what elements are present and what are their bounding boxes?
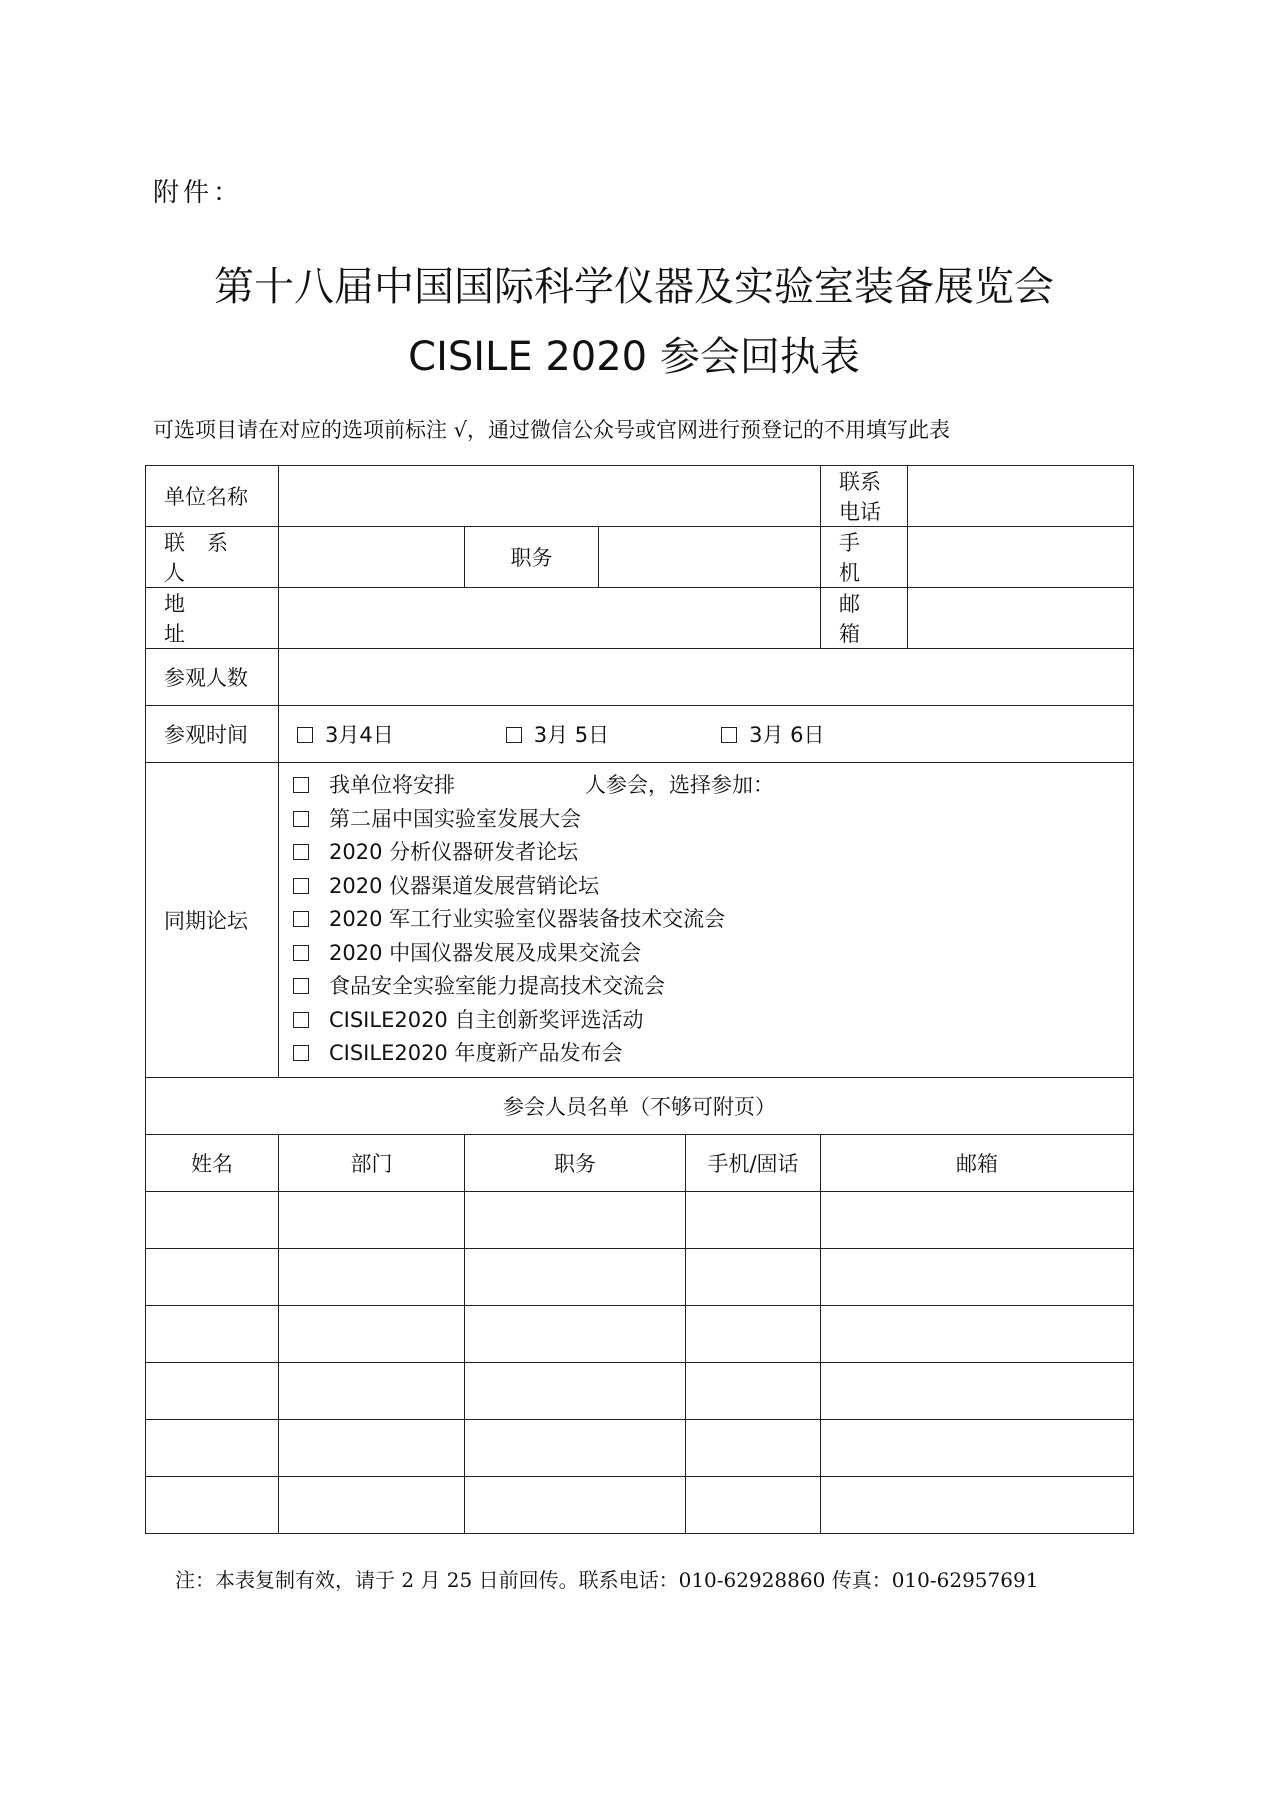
table-cell[interactable] (279, 1305, 465, 1362)
forum-option-label: 2020 分析仪器研发者论坛 (329, 840, 579, 864)
forum-option-label: 2020 军工行业实验室仪器装备技术交流会 (329, 907, 726, 931)
address-field[interactable] (279, 588, 821, 649)
instruction-text: 可选项目请在对应的选项前标注 √，通过微信公众号或官网进行预登记的不用填写此表 (153, 418, 951, 442)
forum-option[interactable] (293, 937, 1119, 971)
forum-label: 同期论坛 (146, 763, 279, 1078)
table-cell[interactable] (686, 1419, 821, 1476)
checkbox-icon[interactable] (293, 777, 309, 793)
table-cell[interactable] (465, 1362, 686, 1419)
page-subtitle: CISILE 2020 参会回执表 (408, 334, 860, 380)
visitors-field[interactable] (279, 649, 1134, 706)
table-row (146, 1362, 1134, 1419)
table-cell[interactable] (279, 1419, 465, 1476)
mobile-field[interactable] (908, 527, 1134, 588)
table-cell[interactable] (686, 1191, 821, 1248)
checkbox-icon[interactable] (293, 844, 309, 860)
position-field[interactable] (599, 527, 821, 588)
forum-suffix: 人参会，选择参加： (585, 773, 774, 797)
table-cell[interactable] (821, 1191, 1134, 1248)
table-cell[interactable] (279, 1191, 465, 1248)
forum-option[interactable] (293, 870, 1119, 904)
form-row-address (146, 588, 1134, 649)
table-row (146, 1191, 1134, 1248)
checkbox-icon[interactable] (293, 1012, 309, 1028)
org-name-field[interactable] (279, 466, 821, 527)
contact-phone-label: 联系电话 (821, 466, 908, 527)
forum-option[interactable] (293, 1037, 1119, 1071)
table-cell[interactable] (465, 1191, 686, 1248)
table-cell[interactable] (821, 1248, 1134, 1305)
email-label: 邮箱 (821, 588, 908, 649)
forum-option-label: 第二届中国实验室发展大会 (329, 806, 581, 831)
forum-list (279, 763, 1134, 1078)
table-cell[interactable] (279, 1476, 465, 1533)
forum-option-label: CISILE2020 自主创新奖评选活动 (329, 1007, 644, 1032)
date-option[interactable] (506, 719, 665, 749)
date-label: 3月 5日 (533, 723, 610, 747)
contact-person-field[interactable] (279, 527, 465, 588)
contact-phone-field[interactable] (908, 466, 1134, 527)
attendee-table-header (146, 1134, 1134, 1191)
visitors-label: 参观人数 (146, 649, 279, 706)
checkbox-icon[interactable] (293, 911, 309, 927)
checkbox-icon[interactable] (297, 727, 313, 743)
table-cell[interactable] (465, 1248, 686, 1305)
table-cell[interactable] (686, 1248, 821, 1305)
checkbox-icon[interactable] (293, 878, 309, 894)
forum-option-label: 食品安全实验室能力提高技术交流会 (329, 974, 665, 998)
column-header: 部门 (279, 1134, 465, 1191)
table-cell[interactable] (821, 1419, 1134, 1476)
table-cell[interactable] (146, 1419, 279, 1476)
table-cell[interactable] (146, 1248, 279, 1305)
forum-option-label: 2020 仪器渠道发展营销论坛 (329, 873, 600, 898)
table-cell[interactable] (465, 1476, 686, 1533)
table-cell[interactable] (279, 1362, 465, 1419)
forum-option-label: 2020 中国仪器发展及成果交流会 (329, 940, 642, 965)
checkbox-icon[interactable] (293, 811, 309, 827)
column-header: 职务 (465, 1134, 686, 1191)
forum-option-label: CISILE2020 年度新产品发布会 (329, 1041, 623, 1065)
table-row (146, 1305, 1134, 1362)
checkbox-icon[interactable] (293, 978, 309, 994)
forum-prefix: 我单位将安排 (329, 773, 455, 797)
table-cell[interactable] (146, 1305, 279, 1362)
column-header: 姓名 (146, 1134, 279, 1191)
forum-option[interactable] (293, 970, 1119, 1004)
mobile-label: 手机 (821, 527, 908, 588)
date-label: 3月 6日 (749, 723, 825, 747)
table-cell[interactable] (465, 1419, 686, 1476)
forum-attendance-line[interactable] (293, 769, 1119, 803)
table-row (146, 1419, 1134, 1476)
form-row-visitors (146, 649, 1134, 706)
table-cell[interactable] (146, 1362, 279, 1419)
page-title: 第十八届中国国际科学仪器及实验室装备展览会 (214, 264, 1054, 310)
table-cell[interactable] (686, 1305, 821, 1362)
checkbox-icon[interactable] (293, 1045, 309, 1061)
footer-note: 注：本表复制有效，请于 2 月 25 日前回传。联系电话：010-62928860 传真：010-62957691 (175, 1568, 1039, 1592)
checkbox-icon[interactable] (506, 727, 522, 743)
table-row (146, 1248, 1134, 1305)
table-cell[interactable] (821, 1476, 1134, 1533)
table-cell[interactable] (465, 1305, 686, 1362)
forum-option[interactable] (293, 1004, 1119, 1038)
column-header: 手机/固话 (686, 1134, 821, 1191)
table-cell[interactable] (146, 1476, 279, 1533)
forum-option[interactable] (293, 903, 1119, 937)
org-name-label: 单位名称 (146, 466, 279, 527)
form-row-forums (146, 763, 1134, 1078)
contact-person-label: 联系人 (146, 527, 279, 588)
forum-option[interactable] (293, 803, 1119, 837)
table-row (146, 1476, 1134, 1533)
attendee-list-title: 参会人员名单（不够可附页） (146, 1077, 1134, 1134)
date-option[interactable] (297, 719, 450, 749)
table-cell[interactable] (279, 1248, 465, 1305)
checkbox-icon[interactable] (721, 727, 737, 743)
checkbox-icon[interactable] (293, 945, 309, 961)
email-field[interactable] (908, 588, 1134, 649)
table-cell[interactable] (821, 1362, 1134, 1419)
table-cell[interactable] (686, 1362, 821, 1419)
form-row-contact (146, 527, 1134, 588)
address-label: 地址 (146, 588, 279, 649)
registration-form (145, 465, 1134, 1534)
form-row-attendee-title (146, 1077, 1134, 1134)
visit-dates (279, 706, 1134, 763)
date-label: 3月4日 (325, 723, 394, 747)
table-cell[interactable] (146, 1191, 279, 1248)
position-label: 职务 (465, 527, 599, 588)
table-cell[interactable] (686, 1476, 821, 1533)
column-header: 邮箱 (821, 1134, 1134, 1191)
form-row-org (146, 466, 1134, 527)
date-option[interactable] (721, 719, 880, 749)
form-row-visit-time (146, 706, 1134, 763)
table-cell[interactable] (821, 1305, 1134, 1362)
attachment-label: 附件： (153, 178, 244, 208)
visit-time-label: 参观时间 (146, 706, 279, 763)
forum-option[interactable] (293, 836, 1119, 870)
